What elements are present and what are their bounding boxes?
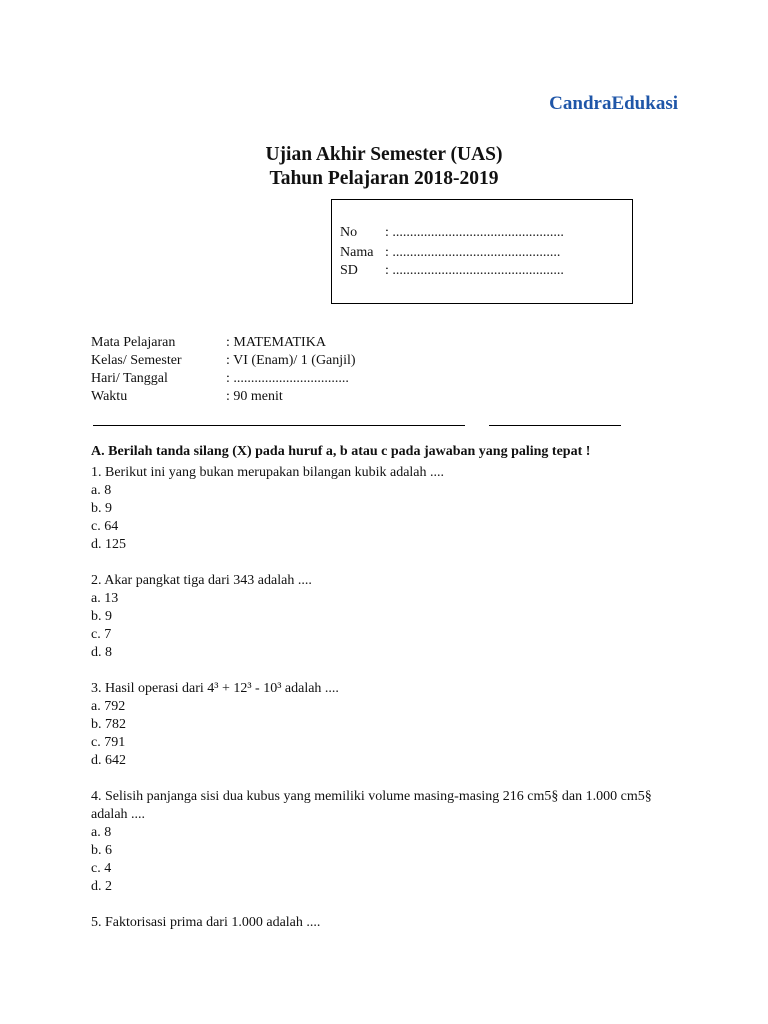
info-label: Waktu (91, 389, 128, 404)
exam-info (91, 334, 356, 406)
info-row-date (91, 370, 356, 388)
exam-title-line2: Tahun Pelajaran 2018-2019 (269, 168, 499, 189)
info-value: : ................................. (226, 371, 349, 386)
answer-option: c. 791 (91, 735, 126, 750)
info-label: Hari/ Tanggal (91, 371, 168, 386)
id-field: : ................................................ (385, 245, 561, 260)
answer-option: d. 125 (91, 537, 126, 552)
question-text: 2. Akar pangkat tiga dari 343 adalah .... (91, 573, 312, 588)
question-item (91, 572, 681, 662)
id-row-no (340, 224, 564, 242)
exam-title-line1: Ujian Akhir Semester (UAS) (265, 144, 503, 165)
id-field: : ................................................. (385, 263, 564, 278)
id-label: SD (340, 263, 358, 278)
info-value: : 90 menit (226, 389, 283, 404)
answer-option: d. 8 (91, 645, 112, 660)
answer-option: b. 9 (91, 609, 112, 624)
id-field: : ................................................. (385, 225, 564, 240)
answer-option: a. 8 (91, 483, 112, 498)
question-list (91, 464, 681, 950)
answer-option: c. 7 (91, 627, 112, 642)
section-heading: A. Berilah tanda silang (X) pada huruf a, b atau c pada jawaban yang paling tepat ! (91, 444, 591, 459)
answer-option: a. 13 (91, 591, 119, 606)
info-row-class (91, 352, 356, 370)
question-text: 1. Berikut ini yang bukan merupakan bilangan kubik adalah .... (91, 465, 445, 480)
answer-option: d. 2 (91, 879, 112, 894)
info-value: : VI (Enam)/ 1 (Ganjil) (226, 353, 356, 368)
id-label: No (340, 225, 358, 240)
exam-title (0, 143, 768, 191)
answer-option: b. 782 (91, 717, 126, 732)
id-row-sd (340, 262, 564, 280)
question-text: 3. Hasil operasi dari 4³ + 12³ - 10³ adalah .... (91, 681, 339, 696)
id-row-nama (340, 244, 560, 262)
answer-option: d. 642 (91, 753, 126, 768)
answer-option: b. 9 (91, 501, 112, 516)
answer-option: a. 792 (91, 699, 126, 714)
info-row-time (91, 388, 356, 406)
info-label: Mata Pelajaran (91, 335, 176, 350)
question-item (91, 680, 681, 770)
answer-option: c. 4 (91, 861, 112, 876)
divider-line (93, 425, 465, 426)
answer-option: b. 6 (91, 843, 112, 858)
question-item (91, 788, 681, 896)
question-item (91, 914, 681, 932)
student-id-box (331, 199, 633, 304)
info-row-subject (91, 334, 356, 352)
answer-option: a. 8 (91, 825, 112, 840)
question-text: 5. Faktorisasi prima dari 1.000 adalah .... (91, 915, 321, 930)
brand-name: CandraEdukasi (549, 93, 678, 114)
divider-line (489, 425, 621, 426)
info-value: : MATEMATIKA (226, 335, 326, 350)
question-text: 4. Selisih panjanga sisi dua kubus yang memiliki volume masing-masing 216 cm5§ dan 1.000 cm5§ adalah .... (91, 789, 652, 822)
id-label: Nama (340, 245, 374, 260)
question-item (91, 464, 681, 554)
answer-option: c. 64 (91, 519, 119, 534)
info-label: Kelas/ Semester (91, 353, 182, 368)
